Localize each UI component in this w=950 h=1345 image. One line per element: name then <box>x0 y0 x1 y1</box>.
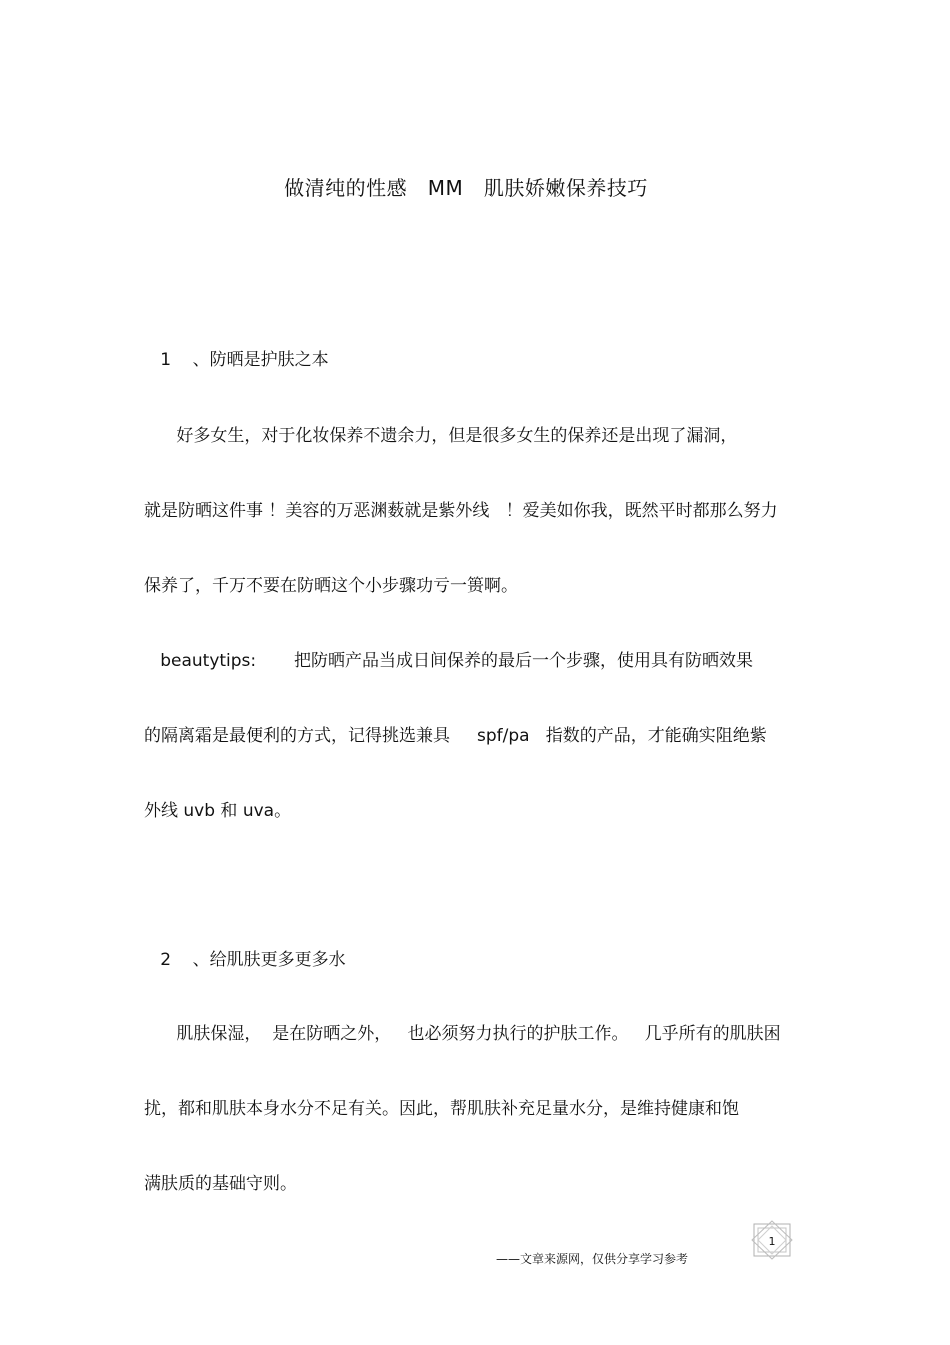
paragraph-line: 的隔离霜是最便利的方式，记得挑选兼具 spf/pa 指数的产品，才能确实阻绝紫 <box>144 726 767 746</box>
section-2-heading: 2 、给肌肤更多更多水 <box>144 950 346 970</box>
paragraph-line: 就是防晒这件事 ！美容的万恶渊薮就是紫外线 ！爱美如你我，既然平时都那么努力 <box>144 501 778 521</box>
document-title: 做清纯的性感 MM 肌肤娇嫩保养技巧 <box>284 176 648 200</box>
paragraph-line: 外线 uvb 和 uva。 <box>144 801 292 821</box>
section-1-heading: 1 、防晒是护肤之本 <box>144 350 329 370</box>
paragraph-line: 扰，都和肌肤本身水分不足有关。因此，帮肌肤补充足量水分，是维持健康和饱 <box>144 1099 739 1119</box>
footer-source-note: ——文章来源网，仅供分享学习参考 <box>496 1252 689 1266</box>
paragraph-line: 肌肤保湿， 是在防晒之外， 也必须努力执行的护肤工作。 几乎所有的肌肤困 <box>144 1024 781 1044</box>
paragraph-line: beautytips: 把防晒产品当成日间保养的最后一个步骤，使用具有防晒效果 <box>144 651 753 671</box>
page-number: 1 <box>768 1235 776 1248</box>
paragraph-line: 好多女生，对于化妆保养不遗余力，但是很多女生的保养还是出现了漏洞， <box>144 426 738 446</box>
paragraph-line: 满肤质的基础守则。 <box>144 1174 297 1194</box>
paragraph-line: 保养了，千万不要在防晒这个小步骤功亏一篑啊。 <box>144 576 518 596</box>
